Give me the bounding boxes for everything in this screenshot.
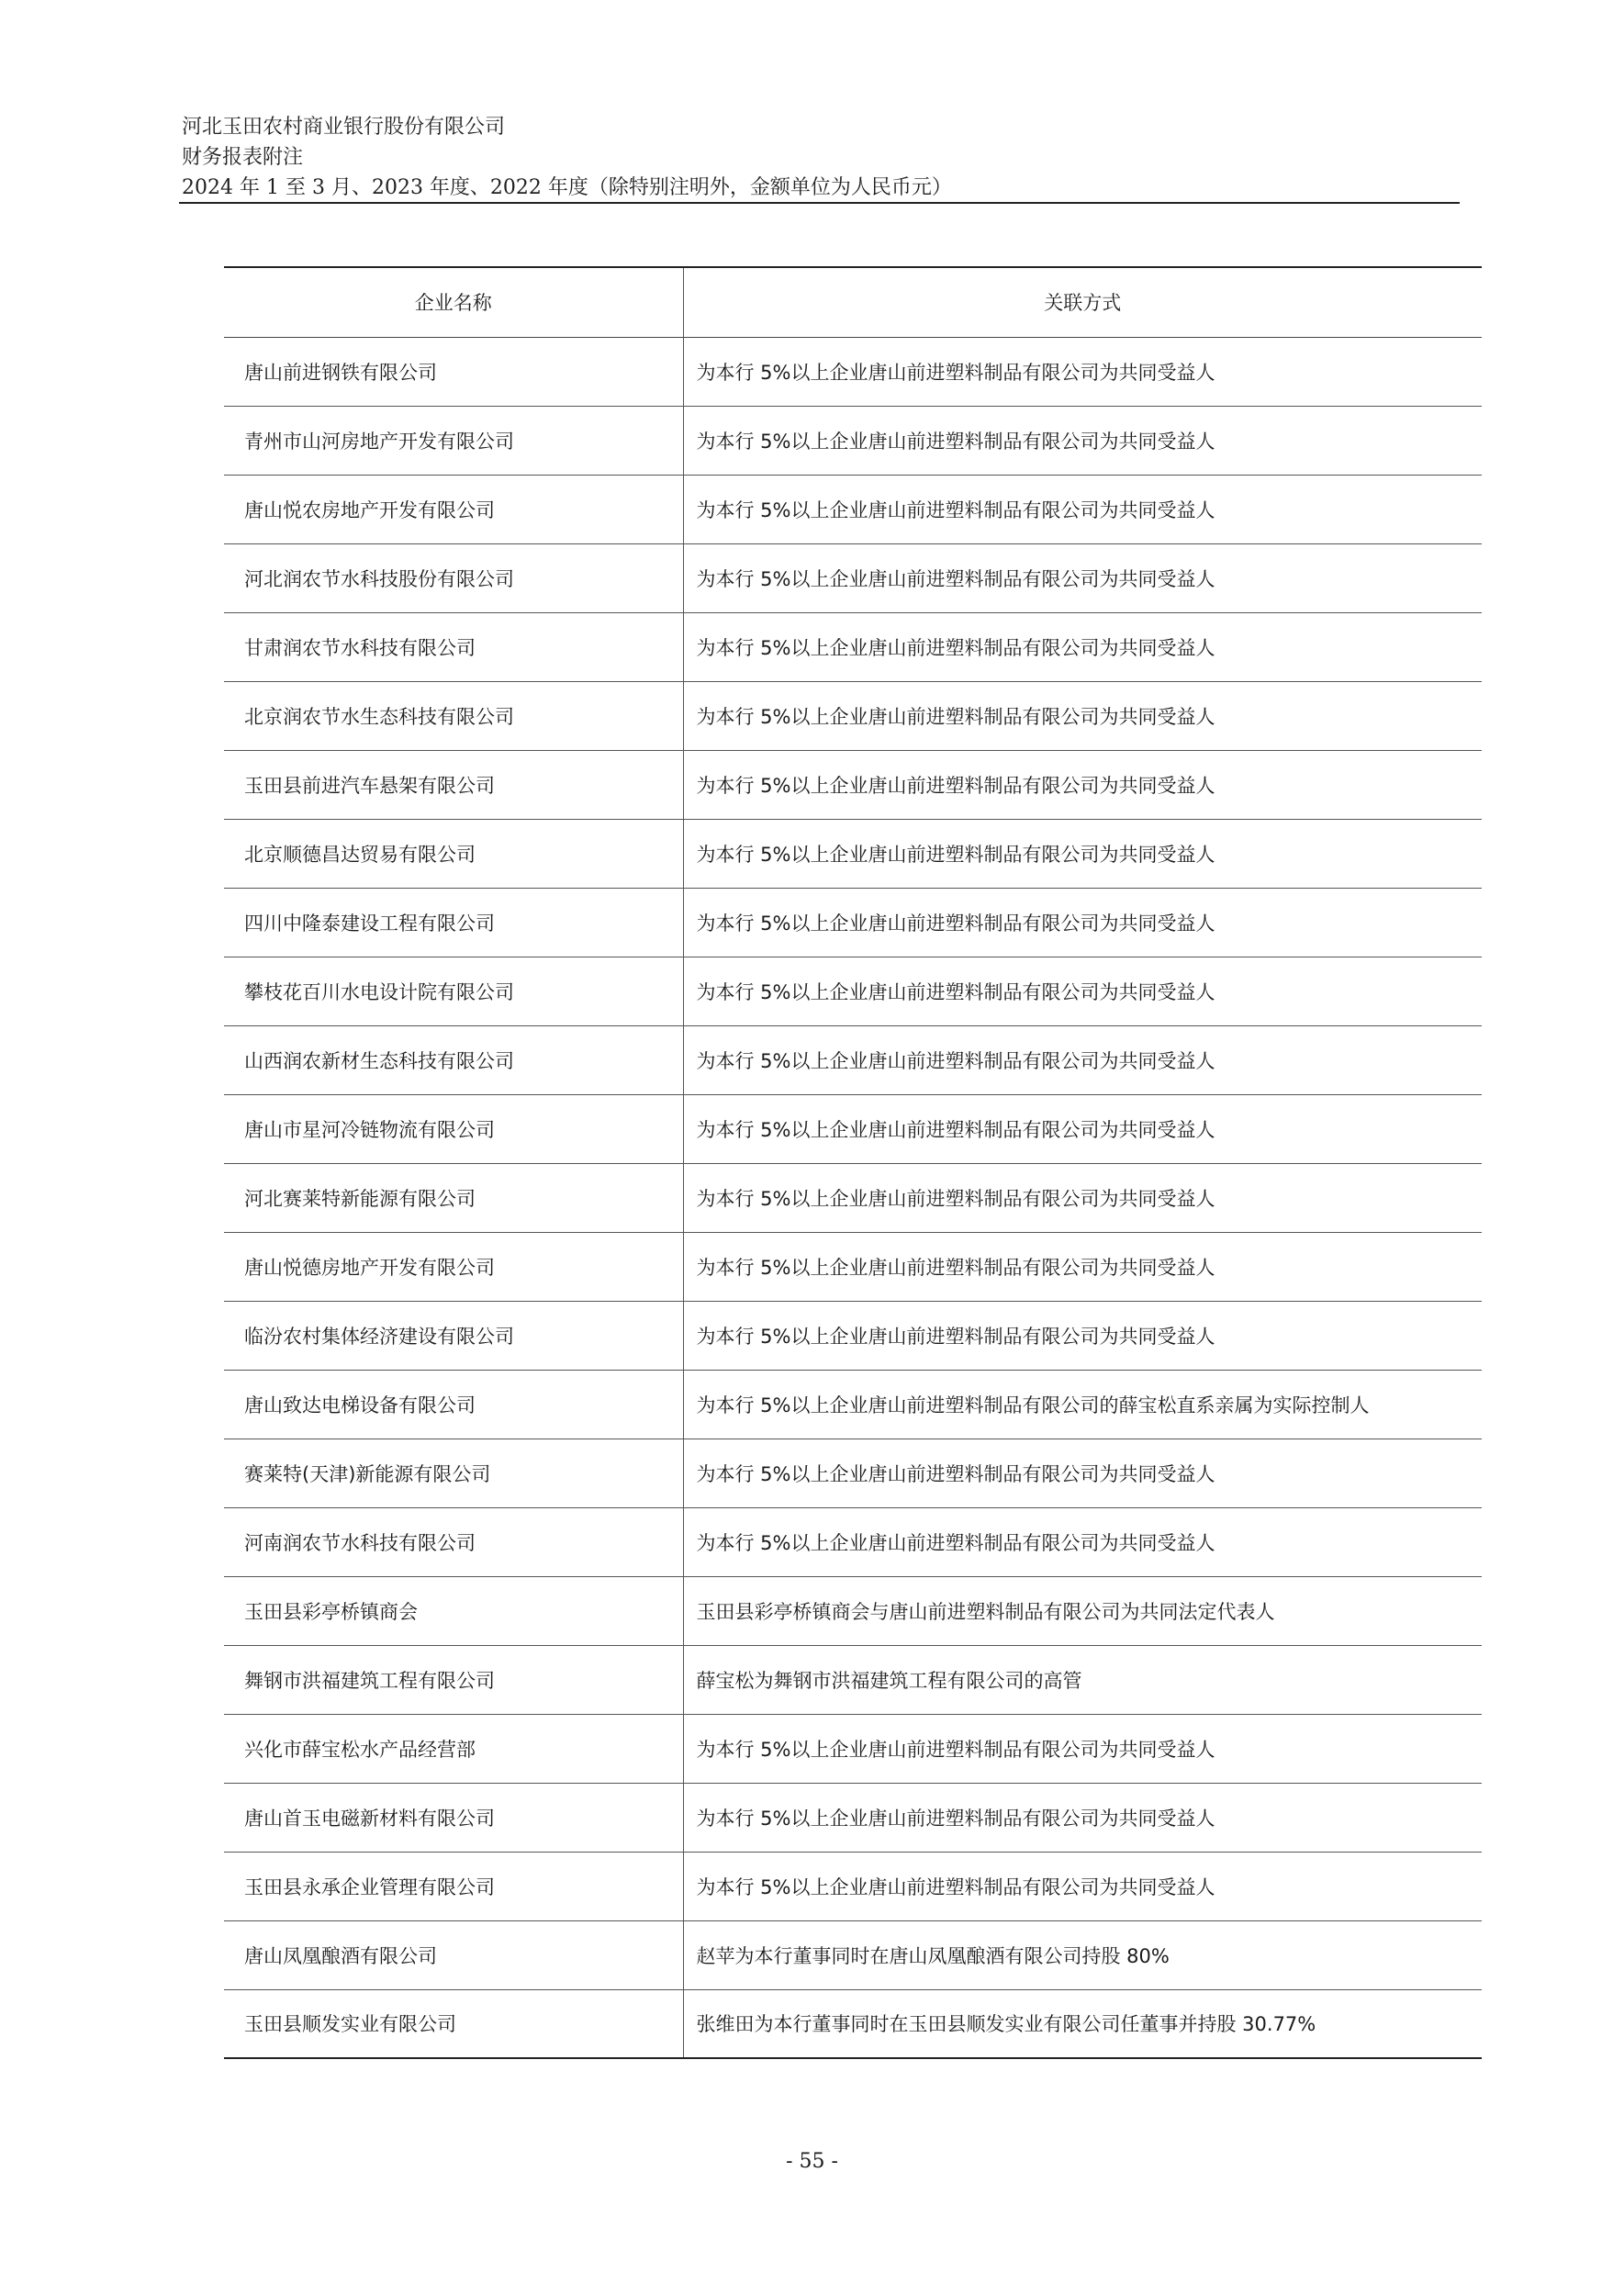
relation-cell: 薛宝松为舞钢市洪福建筑工程有限公司的高管 xyxy=(683,1645,1482,1714)
table-row xyxy=(224,681,1482,750)
table-row xyxy=(224,543,1482,612)
period-note: 2024 年 1 至 3 月、2023 年度、2022 年度（除特别注明外，金额单位为人民币元） xyxy=(182,176,952,199)
table-row xyxy=(224,888,1482,957)
related-party-table-container xyxy=(224,266,1482,2059)
table-row xyxy=(224,1714,1482,1783)
relation-cell: 为本行 5%以上企业唐山前进塑料制品有限公司为共同受益人 xyxy=(683,337,1482,406)
relation-cell: 为本行 5%以上企业唐山前进塑料制品有限公司为共同受益人 xyxy=(683,1714,1482,1783)
table-row xyxy=(224,1301,1482,1370)
company-name-cell: 唐山致达电梯设备有限公司 xyxy=(224,1370,683,1439)
page-header xyxy=(182,112,1467,203)
relation-cell: 为本行 5%以上企业唐山前进塑料制品有限公司为共同受益人 xyxy=(683,1439,1482,1507)
table-row xyxy=(224,1232,1482,1301)
table-row xyxy=(224,1783,1482,1852)
relation-cell: 为本行 5%以上企业唐山前进塑料制品有限公司为共同受益人 xyxy=(683,1852,1482,1920)
table-row xyxy=(224,1094,1482,1163)
column-header-company: 企业名称 xyxy=(224,267,683,337)
company-name-cell: 河北润农节水科技股份有限公司 xyxy=(224,543,683,612)
company-name-cell: 唐山悦农房地产开发有限公司 xyxy=(224,475,683,543)
relation-cell: 为本行 5%以上企业唐山前进塑料制品有限公司为共同受益人 xyxy=(683,1507,1482,1576)
company-name-cell: 青州市山河房地产开发有限公司 xyxy=(224,406,683,475)
relation-cell: 为本行 5%以上企业唐山前进塑料制品有限公司为共同受益人 xyxy=(683,1232,1482,1301)
table-row xyxy=(224,337,1482,406)
relation-cell: 为本行 5%以上企业唐山前进塑料制品有限公司为共同受益人 xyxy=(683,819,1482,888)
company-name-cell: 唐山前进钢铁有限公司 xyxy=(224,337,683,406)
table-row xyxy=(224,1645,1482,1714)
company-name-cell: 唐山凤凰酿酒有限公司 xyxy=(224,1920,683,1989)
table-row xyxy=(224,1439,1482,1507)
company-name-cell: 河北赛莱特新能源有限公司 xyxy=(224,1163,683,1232)
company-name-cell: 玉田县永承企业管理有限公司 xyxy=(224,1852,683,1920)
relation-cell: 为本行 5%以上企业唐山前进塑料制品有限公司为共同受益人 xyxy=(683,681,1482,750)
header-rule xyxy=(179,202,1460,204)
relation-cell: 为本行 5%以上企业唐山前进塑料制品有限公司为共同受益人 xyxy=(683,1783,1482,1852)
relation-cell: 为本行 5%以上企业唐山前进塑料制品有限公司为共同受益人 xyxy=(683,475,1482,543)
relation-cell: 张维田为本行董事同时在玉田县顺发实业有限公司任董事并持股 30.77% xyxy=(683,1989,1482,2058)
company-name-cell: 山西润农新材生态科技有限公司 xyxy=(224,1025,683,1094)
table-row xyxy=(224,1989,1482,2058)
company-name-cell: 玉田县前进汽车悬架有限公司 xyxy=(224,750,683,819)
table-body xyxy=(224,337,1482,2058)
relation-cell: 为本行 5%以上企业唐山前进塑料制品有限公司为共同受益人 xyxy=(683,957,1482,1025)
relation-cell: 为本行 5%以上企业唐山前进塑料制品有限公司为共同受益人 xyxy=(683,1094,1482,1163)
table-row xyxy=(224,1852,1482,1920)
table-row xyxy=(224,1163,1482,1232)
company-name-cell: 北京润农节水生态科技有限公司 xyxy=(224,681,683,750)
table-row xyxy=(224,475,1482,543)
relation-cell: 为本行 5%以上企业唐山前进塑料制品有限公司为共同受益人 xyxy=(683,406,1482,475)
company-name: 河北玉田农村商业银行股份有限公司 xyxy=(182,116,506,139)
company-name-cell: 唐山首玉电磁新材料有限公司 xyxy=(224,1783,683,1852)
document-title: 财务报表附注 xyxy=(182,146,304,169)
page-number: - 55 - xyxy=(786,2150,838,2173)
table-row xyxy=(224,957,1482,1025)
table-row xyxy=(224,1576,1482,1645)
company-name-cell: 甘肃润农节水科技有限公司 xyxy=(224,612,683,681)
company-name-cell: 玉田县彩亭桥镇商会 xyxy=(224,1576,683,1645)
relation-cell: 为本行 5%以上企业唐山前进塑料制品有限公司为共同受益人 xyxy=(683,612,1482,681)
table-row xyxy=(224,612,1482,681)
relation-cell: 为本行 5%以上企业唐山前进塑料制品有限公司为共同受益人 xyxy=(683,543,1482,612)
table-row xyxy=(224,1370,1482,1439)
column-header-relation: 关联方式 xyxy=(683,267,1482,337)
company-name-cell: 四川中隆泰建设工程有限公司 xyxy=(224,888,683,957)
table-row xyxy=(224,819,1482,888)
relation-cell: 为本行 5%以上企业唐山前进塑料制品有限公司为共同受益人 xyxy=(683,750,1482,819)
table-row xyxy=(224,406,1482,475)
relation-cell: 为本行 5%以上企业唐山前进塑料制品有限公司的薛宝松直系亲属为实际控制人 xyxy=(683,1370,1482,1439)
table-header-row xyxy=(224,267,1482,337)
relation-cell: 为本行 5%以上企业唐山前进塑料制品有限公司为共同受益人 xyxy=(683,888,1482,957)
table-row xyxy=(224,750,1482,819)
table-row xyxy=(224,1507,1482,1576)
table-row xyxy=(224,1025,1482,1094)
company-name-cell: 攀枝花百川水电设计院有限公司 xyxy=(224,957,683,1025)
relation-cell: 为本行 5%以上企业唐山前进塑料制品有限公司为共同受益人 xyxy=(683,1163,1482,1232)
company-name-cell: 河南润农节水科技有限公司 xyxy=(224,1507,683,1576)
relation-cell: 赵苹为本行董事同时在唐山凤凰酿酒有限公司持股 80% xyxy=(683,1920,1482,1989)
company-name-cell: 临汾农村集体经济建设有限公司 xyxy=(224,1301,683,1370)
related-party-table xyxy=(224,266,1482,2059)
company-name-cell: 兴化市薛宝松水产品经营部 xyxy=(224,1714,683,1783)
company-name-cell: 唐山悦德房地产开发有限公司 xyxy=(224,1232,683,1301)
company-name-cell: 玉田县顺发实业有限公司 xyxy=(224,1989,683,2058)
company-name-cell: 唐山市星河冷链物流有限公司 xyxy=(224,1094,683,1163)
company-name-cell: 舞钢市洪福建筑工程有限公司 xyxy=(224,1645,683,1714)
company-name-cell: 北京顺德昌达贸易有限公司 xyxy=(224,819,683,888)
relation-cell: 为本行 5%以上企业唐山前进塑料制品有限公司为共同受益人 xyxy=(683,1025,1482,1094)
table-row xyxy=(224,1920,1482,1989)
company-name-cell: 赛莱特(天津)新能源有限公司 xyxy=(224,1439,683,1507)
relation-cell: 玉田县彩亭桥镇商会与唐山前进塑料制品有限公司为共同法定代表人 xyxy=(683,1576,1482,1645)
relation-cell: 为本行 5%以上企业唐山前进塑料制品有限公司为共同受益人 xyxy=(683,1301,1482,1370)
